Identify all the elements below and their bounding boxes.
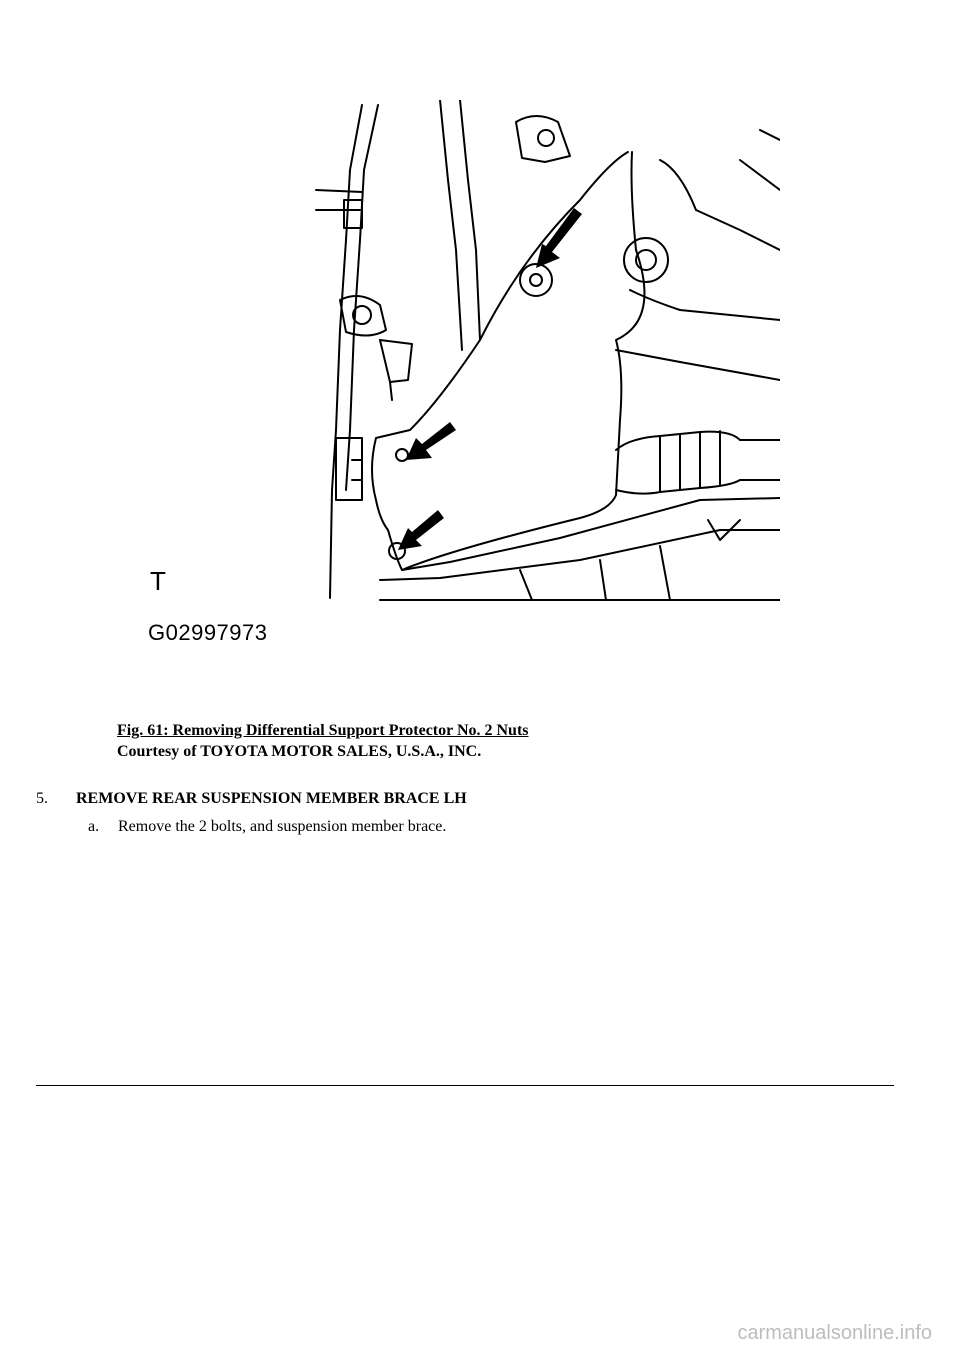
arrow-icon-bottom (398, 510, 444, 550)
page-divider (36, 1085, 894, 1086)
caption-title: Fig. 61: Removing Differential Support Protector No. 2 Nuts (117, 722, 529, 739)
arrow-icon-top (536, 208, 582, 268)
substep-text: Remove the 2 bolts, and suspension member brace. (118, 818, 447, 835)
suspension-diagram (140, 100, 780, 660)
substep-letter: a. (88, 818, 100, 835)
protector-plate (372, 152, 644, 570)
figure-caption (117, 720, 529, 762)
procedure-step (36, 790, 467, 808)
figure-illustration (140, 100, 780, 660)
step-heading: REMOVE REAR SUSPENSION MEMBER BRACE LH (76, 790, 467, 807)
watermark: carmanualsonline.info (737, 1322, 932, 1344)
figure-orientation-letter: T (150, 566, 166, 596)
step-number: 5. (36, 790, 48, 807)
figure-code: G02997973 (148, 620, 268, 645)
procedure-substep (88, 818, 446, 836)
caption-credit: Courtesy of TOYOTA MOTOR SALES, U.S.A., INC. (117, 743, 482, 760)
